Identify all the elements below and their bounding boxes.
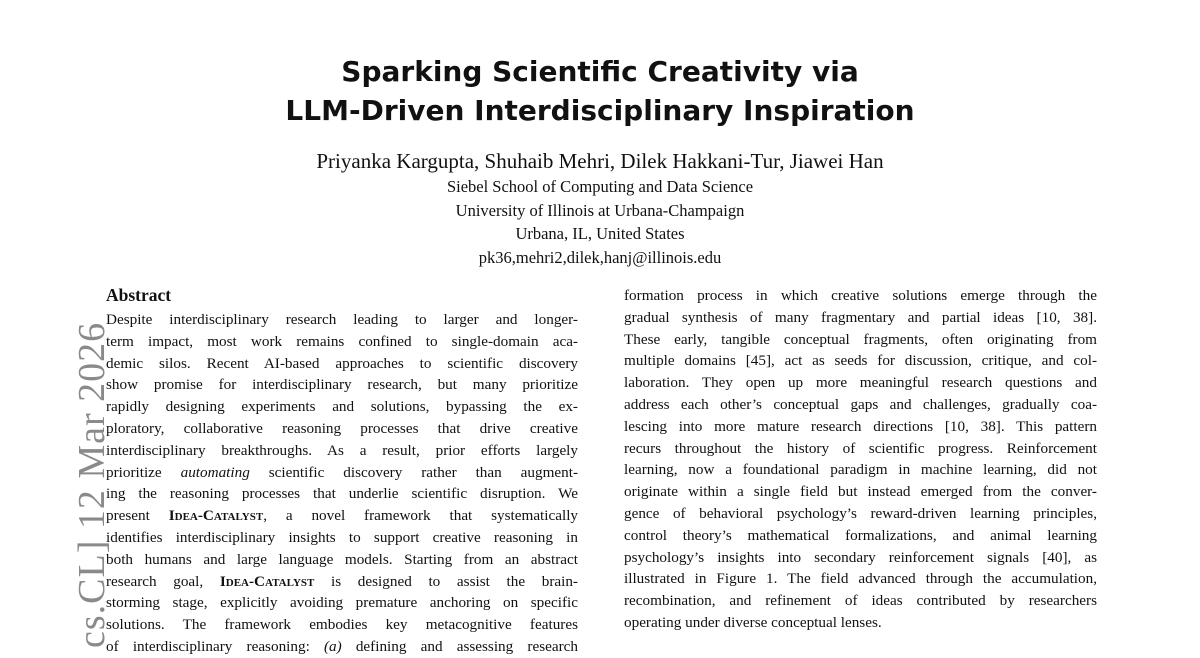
abstract-line <box>106 505 578 527</box>
abstract-section <box>106 283 578 658</box>
body-line: learning, now a foundational paradigm in machine learning, did not <box>624 461 1097 479</box>
abstract-line: interdisciplinary breakthroughs. As a result, prior efforts largely <box>106 441 578 459</box>
paper-title <box>0 52 1200 130</box>
text-run: defining and assessing research <box>341 637 578 655</box>
text-run: research goal, <box>106 572 220 590</box>
text-run: scientific discovery rather than augment- <box>249 463 578 481</box>
title-line-1: Sparking Scientific Creativity via <box>341 55 859 88</box>
abstract-line: show promise for interdisciplinary research, but many prioritize <box>106 376 578 394</box>
affiliation-location: Urbana, IL, United States <box>515 224 685 243</box>
text-run: prioritize <box>106 463 181 481</box>
body-line: lescing into more mature research directions [10, 38]. This pattern <box>624 417 1097 435</box>
introduction-continuation <box>624 285 1097 634</box>
author-list: Priyanka Kargupta, Shuhaib Mehri, Dilek Hakkani-Tur, Jiawei Han <box>316 149 884 173</box>
text-run: is designed to assist the brain- <box>314 572 578 590</box>
affiliation-block <box>0 175 1200 269</box>
body-line: recurs throughout the history of scientific progress. Reinforcement <box>624 439 1097 457</box>
affiliation-university: University of Illinois at Urbana-Champaign <box>455 200 745 220</box>
abstract-line: ploratory, collaborative reasoning processes that drive creative <box>106 419 578 437</box>
body-line: originate within a single field but instead emerged from the conver- <box>624 483 1097 501</box>
body-line: operating under diverse conceptual lenses. <box>624 613 882 631</box>
body-line: illustrated in Figure 1. The field advanced through the accumulation, <box>624 570 1097 588</box>
body-line: multiple domains [45], act as seeds for discussion, critique, and col- <box>624 352 1097 370</box>
abstract-line: solutions. The framework embodies key metacognitive features <box>106 616 578 634</box>
abstract-line: identifies interdisciplinary insights to support creative reasoning in <box>106 528 578 546</box>
abstract-line: both humans and large language models. Starting from an abstract <box>106 550 578 568</box>
body-line: formation process in which creative solutions emerge through the <box>624 287 1097 304</box>
abstract-line: term impact, most work remains confined to single-domain aca- <box>106 332 578 350</box>
abstract-line: ing the reasoning processes that underlie scientific disruption. We <box>106 485 578 503</box>
body-line: These early, tangible conceptual fragments, often originating from <box>624 330 1097 348</box>
body-line: gence of behavioral psychology’s reward-driven learning principles, <box>624 504 1097 522</box>
body-line: control theory’s mathematical formalizations, and animal learning <box>624 526 1097 544</box>
body-line: psychology’s insights into secondary reinforcement signals [40], as <box>624 548 1097 566</box>
abstract-line <box>106 636 578 658</box>
emphasis-automating: automating <box>180 463 250 481</box>
body-line: laboration. They open up more meaningful research questions and <box>624 374 1097 392</box>
text-run: , a novel framework that systematically <box>263 507 579 525</box>
text-run: present <box>106 507 169 525</box>
abstract-line: storming stage, explicitly avoiding premature anchoring on specific <box>106 594 578 612</box>
body-line: address each other’s conceptual gaps and challenges, gradually coa- <box>624 395 1097 413</box>
abstract-line <box>106 462 578 484</box>
abstract-line: Despite interdisciplinary research leading to larger and longer- <box>106 311 578 328</box>
title-line-2: LLM-Driven Interdisciplinary Inspiration <box>285 94 915 127</box>
system-name: Idea-Catalyst <box>168 507 264 525</box>
system-name: Idea-Catalyst <box>219 572 315 590</box>
body-line: gradual synthesis of many fragmentary and partial ideas [10, 38]. <box>624 308 1097 326</box>
abstract-heading: Abstract <box>106 285 172 305</box>
affiliation-school: Siebel School of Computing and Data Science <box>446 177 754 196</box>
text-run: of interdisciplinary reasoning: <box>106 637 324 655</box>
emphasis-a: (a) <box>323 637 342 655</box>
abstract-line: rapidly designing experiments and solutions, bypassing the ex- <box>106 398 578 416</box>
abstract-line <box>106 571 578 593</box>
arxiv-stamp: cs.CL] 12 Mar 2026 <box>71 321 113 648</box>
abstract-line: demic silos. Recent AI-based approaches to scientific discovery <box>106 354 578 372</box>
body-line: recombination, and refinement of ideas contributed by researchers <box>624 592 1097 610</box>
author-emails: pk36,mehri2,dilek,hanj@illinois.edu <box>478 247 722 267</box>
